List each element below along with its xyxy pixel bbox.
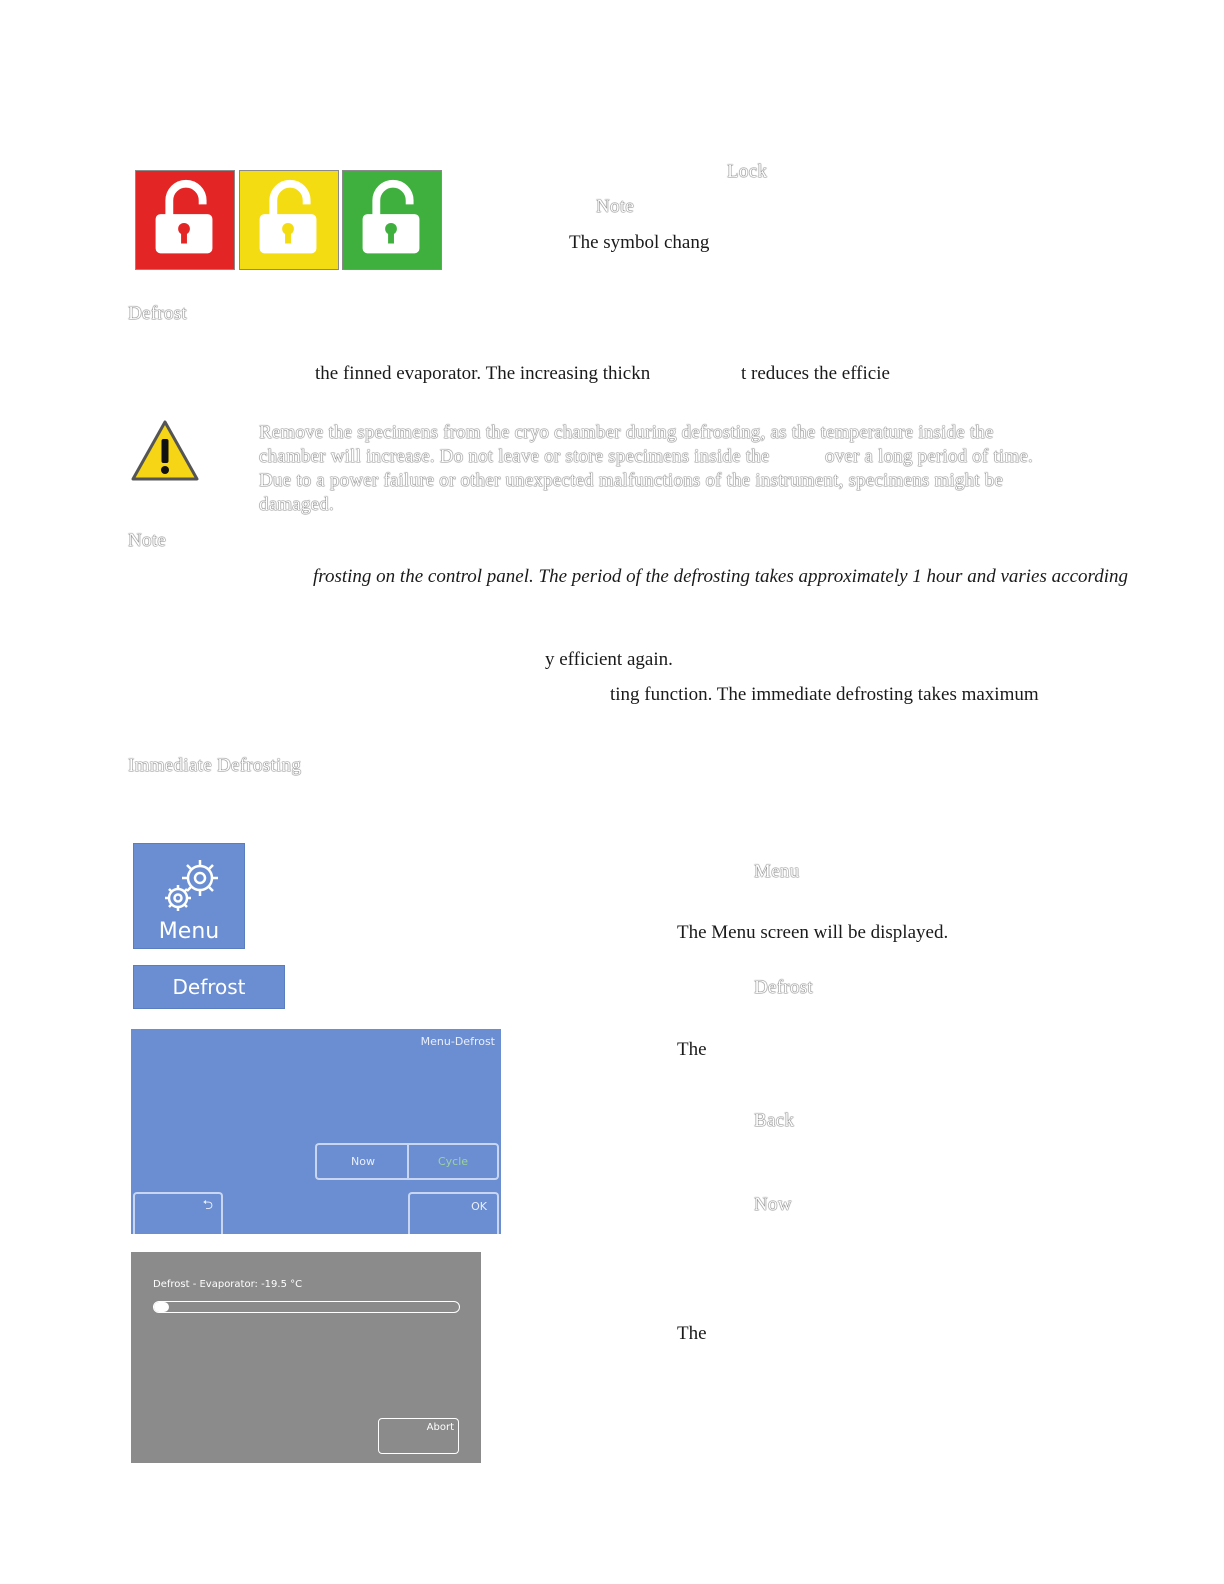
step-now-label: Now (754, 1194, 792, 1215)
menu-defrost-title: Menu-Defrost (420, 1035, 495, 1048)
cycle-button[interactable]: Cycle (407, 1143, 499, 1180)
defrost-progress-fill (154, 1302, 169, 1312)
lock-symbol-text: The symbol chang (569, 232, 710, 253)
lock-red-icon (135, 170, 235, 270)
back-button[interactable] (133, 1192, 223, 1234)
defrost-status-text: Defrost - Evaporator: -19.5 °C (153, 1279, 303, 1290)
efficient-text: y efficient again. (545, 649, 673, 670)
lock-green-icon (342, 170, 442, 270)
menu-defrost-screen (131, 1029, 501, 1234)
defrost-para-left: the finned evaporator. The increasing thickn (315, 363, 651, 384)
defrost-note-label: Note (128, 530, 167, 551)
warning-icon (130, 419, 200, 483)
defrost-progress-bar (153, 1301, 460, 1313)
warning-line-2-left: chamber will increase. Do not leave or store specimens inside the (259, 446, 770, 467)
step-back-label: Back (754, 1110, 795, 1131)
defrost-button[interactable]: Defrost (133, 965, 285, 1009)
now-button[interactable]: Now (315, 1143, 409, 1180)
lock-heading: Lock (727, 161, 768, 182)
warning-line-2-right: over a long period of time. (825, 446, 1034, 467)
step-menu-result: The Menu screen will be displayed. (677, 922, 949, 943)
defrost-progress-screen (131, 1252, 481, 1463)
abort-button[interactable]: Abort (378, 1418, 459, 1454)
lock-note-label: Note (596, 196, 635, 217)
lock-yellow-icon (239, 170, 339, 270)
ok-button[interactable]: OK (408, 1192, 499, 1234)
step-the-1: The (677, 1039, 707, 1060)
defrost-para-right: t reduces the efficie (741, 363, 890, 384)
step-menu-label: Menu (754, 861, 800, 882)
step-the-2: The (677, 1323, 707, 1344)
step-defrost-label: Defrost (754, 977, 814, 998)
defrost-heading: Defrost (128, 303, 188, 324)
warning-line-3: Due to a power failure or other unexpected malfunctions of the instrument, specimens might be (259, 470, 1004, 491)
gears-icon (134, 850, 246, 920)
immediate-text: ting function. The immediate defrosting takes maximum (610, 684, 1039, 705)
defrost-note-text: frosting on the control panel. The period of the defrosting takes approximately 1 hour and varies according (313, 566, 1128, 587)
warning-line-1: Remove the specimens from the cryo chamber during defrosting, as the temperature inside the (259, 422, 994, 443)
warning-line-4: damaged. (259, 494, 334, 515)
immediate-heading: Immediate Defrosting (128, 755, 302, 776)
back-icon: ⮌ (202, 1198, 213, 1213)
menu-tile-label: Menu (158, 919, 220, 944)
menu-tile-button[interactable] (133, 843, 245, 949)
